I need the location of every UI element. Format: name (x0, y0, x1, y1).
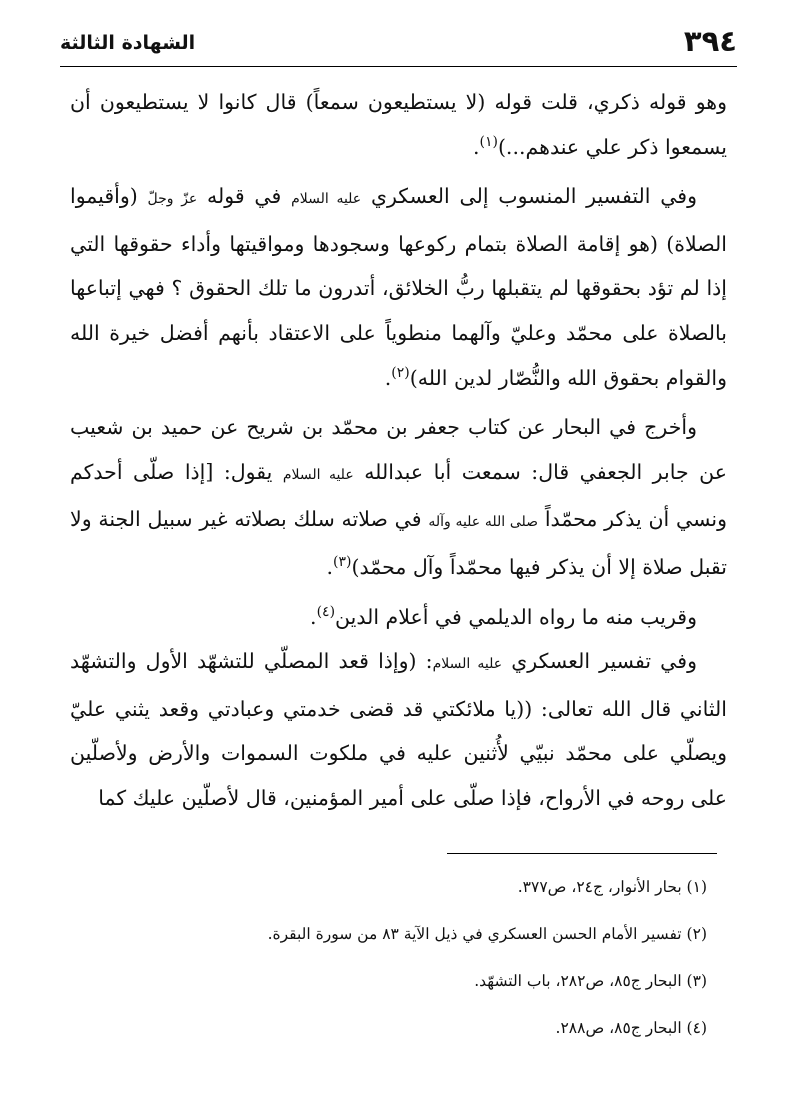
running-title: الشهادة الثالثة (60, 32, 196, 54)
main-text (70, 80, 727, 826)
honorific-symbol: عليه السلام (432, 656, 503, 673)
footnote-ref-4[interactable]: (٤) (316, 603, 336, 620)
paragraph-2: وفي التفسير المنسوب إلى العسكري عليه السلام في قوله عزّ وجلّ (وأقيموا الصلاة) (هو إقامة الصلاة بتمام ركوعها وسجودها ومواقيتها وأداء حقوقها التي إذا لم تؤد بحقوقها لم يتقبلها ربُّ الخلائق، أتدرون ما تلك الحقوق ؟ فهي إتباعها بالصلاة على محمّد وعليّ وآلهما منطوياً على الاعتقاد بأنهم أفضل خيرة الله والقوام بحقوق الله والنُّصّار لدين الله)$^{(٢)}$. (70, 184, 727, 390)
footnote-4: (٤) البحار ج٨٥، ص٢٨٨. (555, 1019, 707, 1037)
header-divider (60, 66, 737, 67)
honorific-symbol: عليه السلام (282, 466, 354, 483)
footnotes (70, 872, 707, 1060)
footnote-3: (٣) البحار ج٨٥، ص٢٨٢، باب التشهّد. (474, 972, 707, 990)
footnote-2: (٢) تفسير الأمام الحسن العسكري في ذيل الآية ٨٣ من سورة البقرة. (267, 925, 707, 943)
page-header (60, 20, 737, 64)
paragraph-3: وأخرج في البحار عن كتاب جعفر بن محمّد بن شريح عن حميد بن شعيب عن جابر الجعفي قال: سمعت أبا عبدالله عليه السلام يقول: [إذا صلّى أحدكم ونسي أن يذكر محمّداً صلى الله عليه وآله في صلاته سلك بصلاته غير سبيل الجنة ولا تقبل صلاة إلا أن يذكر فيها محمّداً وآل محمّد)$^{(٣)}$. (70, 415, 727, 579)
page-number: ٣٩٤ (683, 24, 737, 58)
honorific-symbol: صلى الله عليه وآله (428, 514, 539, 531)
paragraph-1: وهو قوله ذكري، قلت قوله (لا يستطيعون سمعاً) قال كانوا لا يستطيعون أن يسمعوا ذكر علي عندهم...)$^{(١)}$. (70, 90, 727, 159)
footnote-divider (447, 853, 717, 854)
footnote-ref-1[interactable]: (١) (479, 133, 498, 150)
footnote-1: (١) بحار الأنوار، ج٢٤، ص٣٧٧. (517, 878, 707, 896)
honorific-symbol: عزّ وجلّ (147, 191, 198, 208)
footnote-ref-3[interactable]: (٣) (333, 554, 352, 571)
footnote-ref-2[interactable]: (٢) (391, 364, 410, 381)
paragraph-5: وفي تفسير العسكري عليه السلام: (وإذا قعد المصلّي للتشهّد الأول والتشهّد الثاني قال الله تعالى: ((يا ملائكتي قد قضى خدمتي وعبادتي وقعد يثني عليّ ويصلّي على محمّد نبيّي لأُثنين عليه في ملكوت السموات والأرض ولأصلّين على روحه في الأرواح، فإذا صلّى على أمير المؤمنين، قال لأصلّين عليك كما (70, 649, 727, 810)
honorific-symbol: عليه السلام (291, 191, 362, 208)
paragraph-4: وقريب منه ما رواه الديلمي في أعلام الدين$^{(٤)}$. (310, 603, 697, 629)
